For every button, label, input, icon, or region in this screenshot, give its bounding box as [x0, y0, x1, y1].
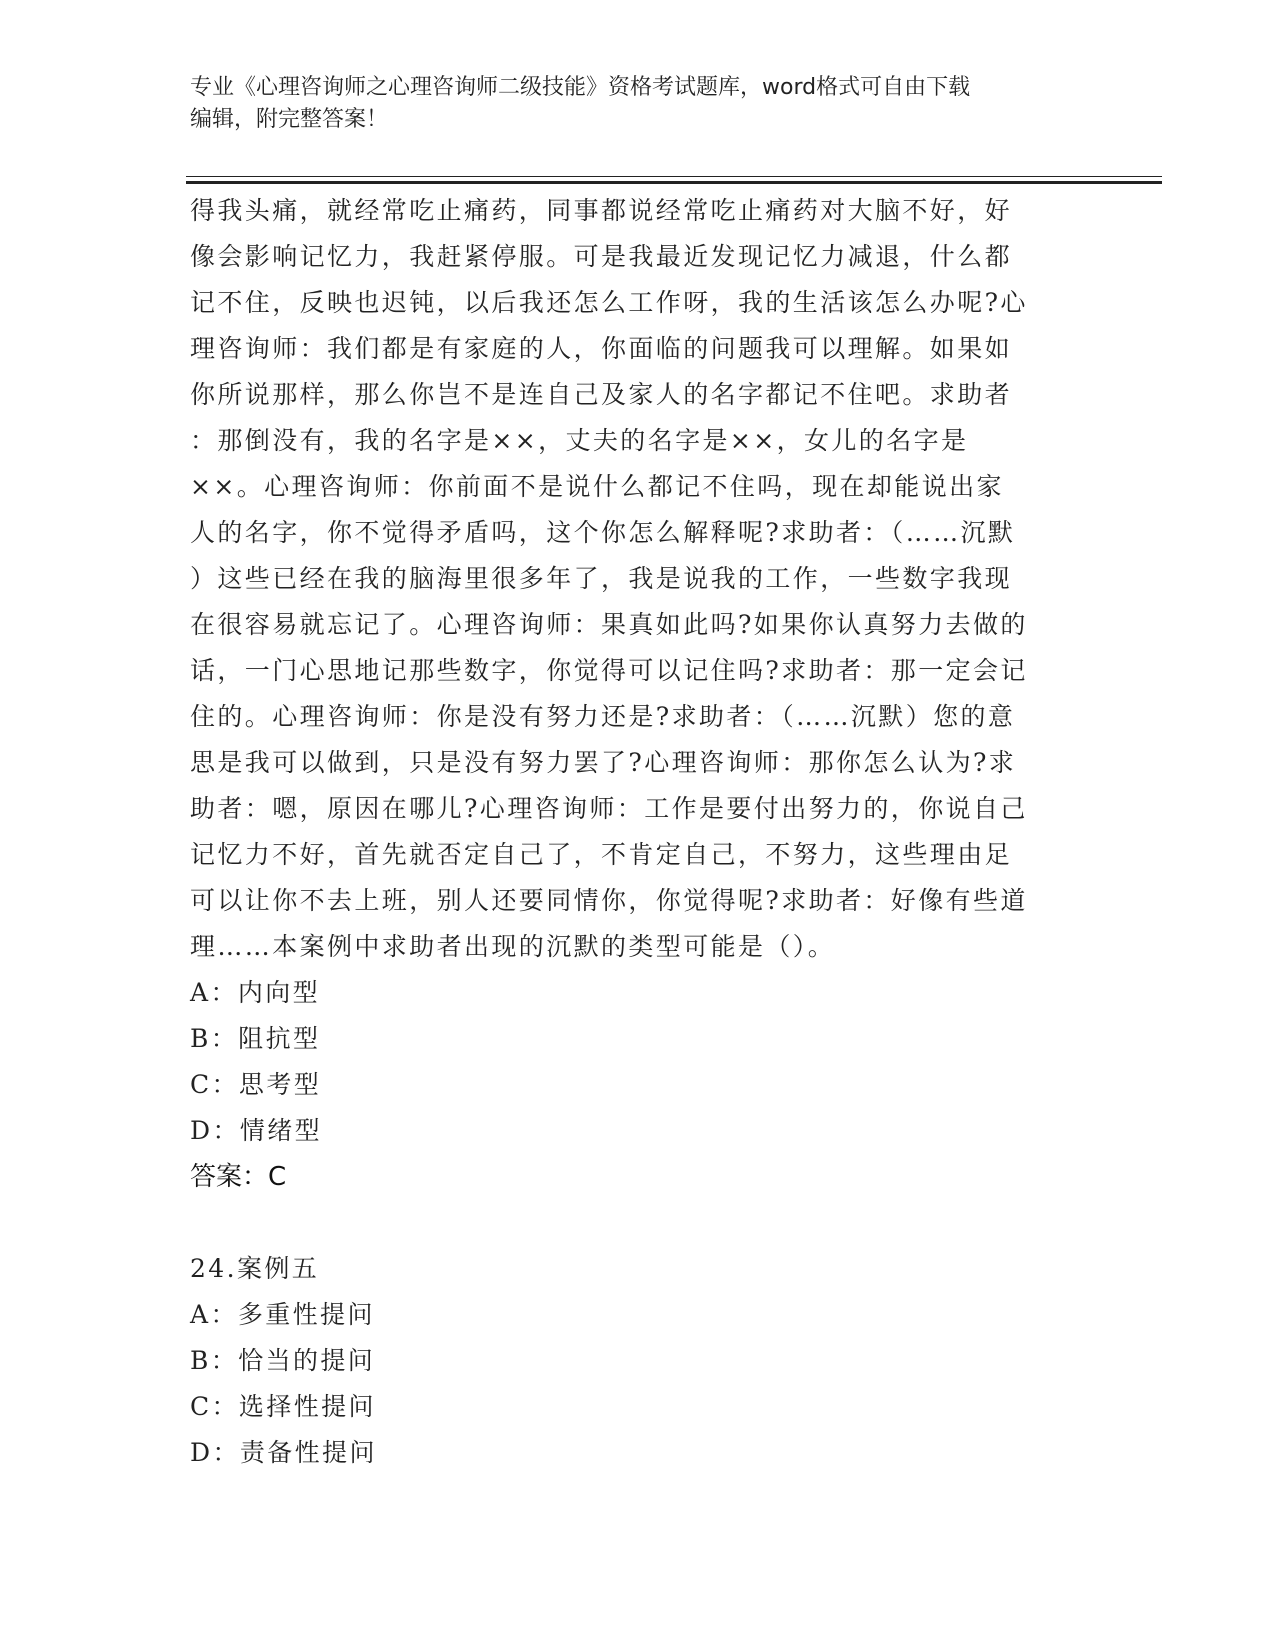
document-body	[190, 188, 1090, 1476]
header-line-1: 专业《心理咨询师之心理咨询师二级技能》资格考试题库，word格式可自由下载	[190, 75, 971, 100]
stem-line: 记忆力不好，首先就否定自己了，不肯定自己，不努力，这些理由足	[190, 840, 1013, 869]
stem-line: ：那倒没有，我的名字是××，丈夫的名字是××，女儿的名字是	[190, 426, 969, 455]
spacer	[190, 1200, 1090, 1246]
option-d: D：情绪型	[190, 1116, 323, 1145]
stem-line: 人的名字，你不觉得矛盾吗，这个你怎么解释呢?求助者：（……沉默	[190, 518, 1016, 547]
stem-line: 在很容易就忘记了。心理咨询师：果真如此吗?如果你认真努力去做的	[190, 610, 1028, 639]
option-a: A：多重性提问	[190, 1300, 375, 1329]
stem-line: 可以让你不去上班，别人还要同情你，你觉得呢?求助者：好像有些道	[190, 886, 1028, 915]
stem-line: ）这些已经在我的脑海里很多年了，我是说我的工作，一些数字我现	[190, 564, 1013, 593]
stem-line: 理咨询师：我们都是有家庭的人，你面临的问题我可以理解。如果如	[190, 334, 1013, 363]
question-24	[190, 1246, 1090, 1476]
stem-line: 理……本案例中求助者出现的沉默的类型可能是（）。	[190, 932, 836, 961]
option-d: D：责备性提问	[190, 1438, 377, 1467]
stem-line: 你所说那样，那么你岂不是连自己及家人的名字都记不住吧。求助者	[190, 380, 1013, 409]
question-24-title: 24.案例五	[190, 1254, 320, 1283]
option-b: B：恰当的提问	[190, 1346, 376, 1375]
stem-line: ××。心理咨询师：你前面不是说什么都记不住吗，现在却能说出家	[190, 472, 1004, 501]
stem-line: 助者：嗯，原因在哪儿?心理咨询师：工作是要付出努力的，你说自己	[190, 794, 1028, 823]
option-c: C：选择性提问	[190, 1392, 376, 1421]
stem-line: 思是我可以做到，只是没有努力罢了?心理咨询师：那你怎么认为?求	[190, 748, 1017, 777]
document-header	[190, 72, 1090, 136]
option-b: B：阻抗型	[190, 1024, 321, 1053]
stem-line: 记不住，反映也迟钝，以后我还怎么工作呀，我的生活该怎么办呢?心	[190, 288, 1028, 317]
option-c: C：思考型	[190, 1070, 322, 1099]
question-23-stem	[190, 188, 1090, 970]
option-a: A：内向型	[190, 978, 321, 1007]
question-23-options	[190, 970, 1090, 1154]
header-line-2: 编辑，附完整答案！	[190, 107, 389, 132]
stem-line: 住的。心理咨询师：你是没有努力还是?求助者：（……沉默）您的意	[190, 702, 1016, 731]
header-divider-thin	[186, 176, 1162, 177]
header-divider-thick	[186, 181, 1162, 184]
answer-line: 答案：C	[190, 1162, 287, 1192]
stem-line: 得我头痛，就经常吃止痛药，同事都说经常吃止痛药对大脑不好，好	[190, 196, 1013, 225]
stem-line: 像会影响记忆力，我赶紧停服。可是我最近发现记忆力减退，什么都	[190, 242, 1013, 271]
stem-line: 话，一门心思地记那些数字，你觉得可以记住吗?求助者：那一定会记	[190, 656, 1028, 685]
